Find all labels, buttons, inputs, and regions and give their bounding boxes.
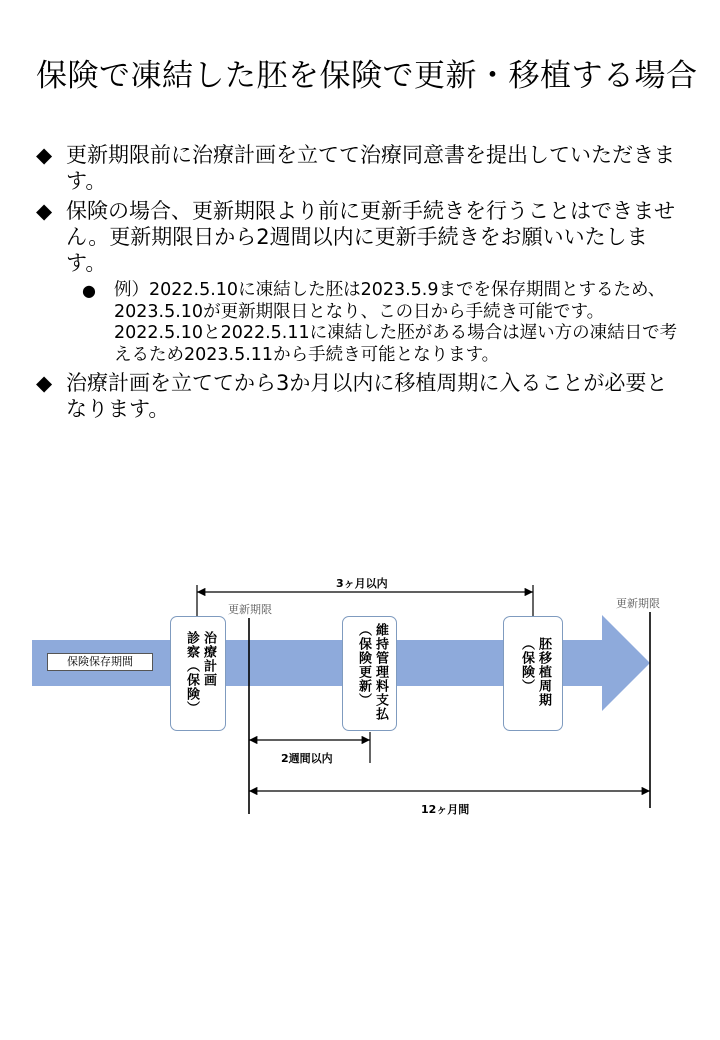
- bullet-item: [36, 198, 686, 276]
- diamond-bullet-icon: ◆: [36, 371, 53, 395]
- embryo-transfer-box-note: （保険）: [519, 637, 534, 693]
- maintenance-fee-box-note: （保険更新）: [356, 623, 371, 707]
- twelve-month-label: 12ヶ月間: [421, 803, 470, 816]
- three-month-label: 3ヶ月以内: [336, 577, 388, 590]
- diamond-bullet-icon: ◆: [36, 199, 53, 223]
- diamond-bullet-icon: ◆: [36, 143, 53, 167]
- consultation-box-title: 治療計画: [201, 631, 216, 687]
- sub-bullet-item: [36, 280, 686, 366]
- maintenance-fee-box: [342, 616, 397, 731]
- two-week-label: 2週間以内: [281, 752, 333, 765]
- consultation-box: [170, 616, 226, 731]
- maintenance-fee-box-title: 維持管理料支払: [373, 623, 388, 721]
- embryo-transfer-box: [503, 616, 563, 731]
- embryo-transfer-box-title: 胚移植周期: [536, 637, 551, 707]
- renewal-deadline-label-right: 更新期限: [616, 597, 660, 610]
- bullet-list: [36, 142, 686, 426]
- timeline-diagram: [0, 560, 720, 830]
- bullet-item: [36, 142, 686, 194]
- storage-period-label: 保険保存期間: [47, 653, 153, 671]
- bullet-text: 治療計画を立ててから3か月以内に移植周期に入ることが必要となります。: [66, 371, 668, 421]
- bullet-text: 保険の場合、更新期限より前に更新手続きを行うことはできません。更新期限日から2週間以内に更新手続きをお願いいたします。: [66, 199, 675, 275]
- dot-bullet-icon: ●: [82, 281, 96, 300]
- bullet-item: [36, 370, 686, 422]
- sub-bullet-text: 例）2022.5.10に凍結した胚は2023.5.9までを保存期間とするため、2023.5.10が更新期限日となり、この日から手続き可能です。2022.5.10と2022.5.11に凍結した胚がある場合は遅い方の凍結日で考えるため2023.5.11から手続き可能となります。: [114, 280, 678, 365]
- bullet-text: 更新期限前に治療計画を立てて治療同意書を提出していただきます。: [66, 143, 675, 193]
- consultation-box-note: 診察（保険）: [184, 631, 199, 715]
- renewal-deadline-label-left: 更新期限: [228, 603, 272, 616]
- page-title: 保険で凍結した胚を保険で更新・移植する場合: [36, 58, 698, 94]
